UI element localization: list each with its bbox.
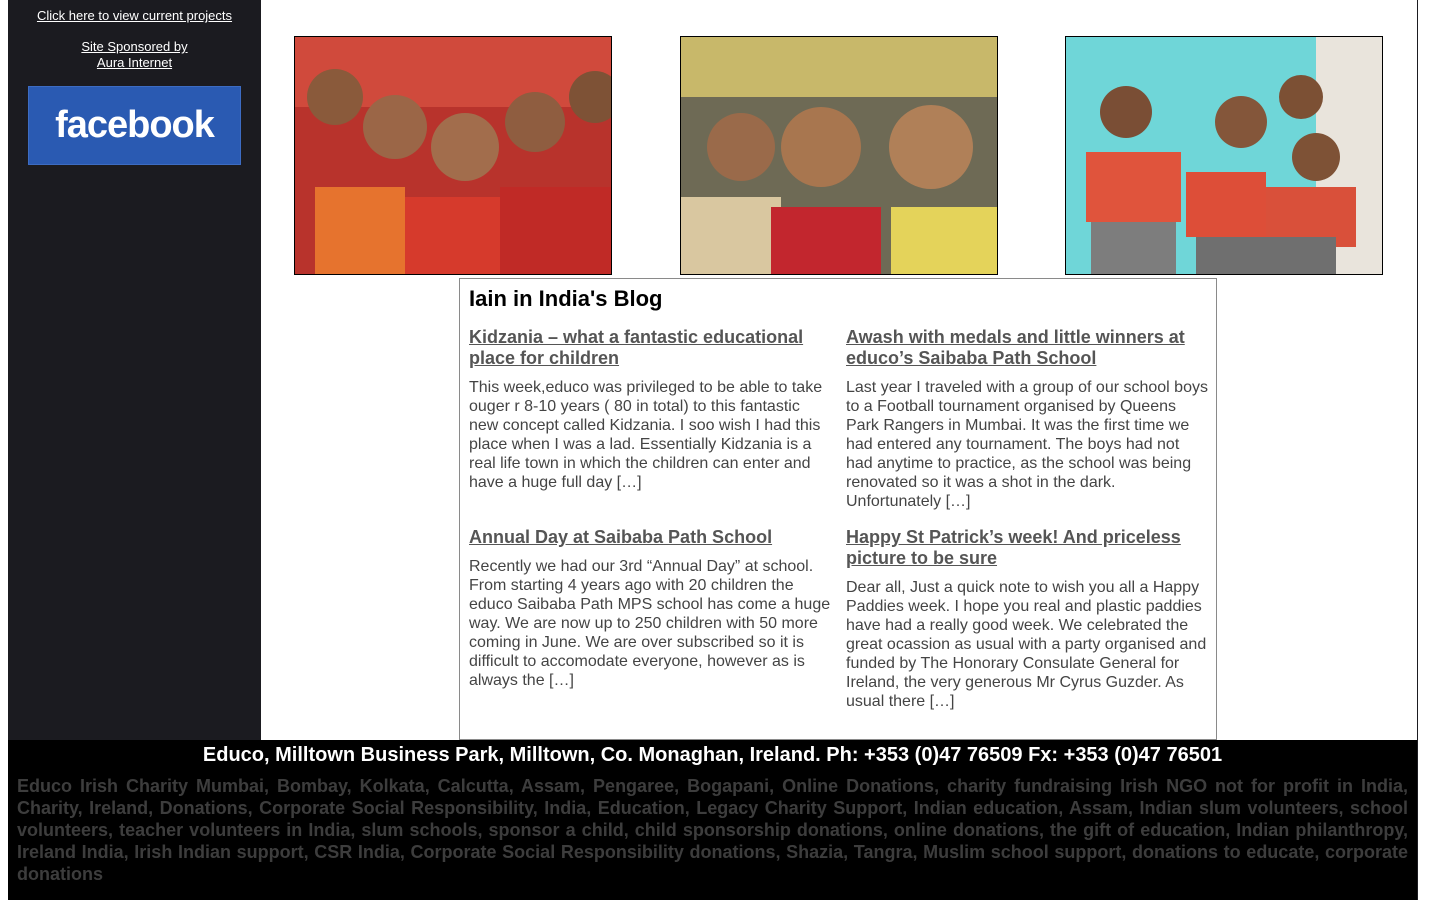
facebook-button[interactable] [28,86,241,165]
sidebar [8,0,261,740]
children-photo-1 [294,36,612,275]
children-photo-2 [680,36,998,275]
sponsor-link-line1[interactable]: Site Sponsored by [81,39,188,54]
blog-post-title-link[interactable]: Happy St Patrick’s week! And priceless picture to be sure [846,527,1181,568]
blog-post [846,327,1208,511]
projects-link-wrapper [8,7,261,25]
blog-post [469,327,831,492]
blog-post [846,527,1208,711]
blog-title: Iain in India's Blog [469,286,663,311]
facebook-logo-text: facebook [55,104,214,146]
blog-post-title-link[interactable]: Kidzania – what a fantastic educational place for children [469,327,804,368]
blog-post-excerpt: This week,educo was privileged to be able to take ouger r 8-10 years ( 80 in total) to this fantastic new concept called Kidzania. I soo wish I had this place when I was a lad. Essentially Kidzania is a real life town in which the children can enter and have a huge full day […] [469,379,823,491]
blog-post-excerpt: Last year I traveled with a group of our school boys to a Football tournament organised by Queens Park Rangers in Mumbai. It was the first time we had entered any tournament. The boys had not had anytime to practice, as the school was being renovated so it was a shot in the dark. Unfortunately […] [846,379,1208,510]
seo-keywords-text: Educo Irish Charity Mumbai, Bombay, Kolkata, Calcutta, Assam, Pengaree, Bogapani, Online Donations, charity fundraising Irish NGO not for profit in India, Charity, Ireland, Donations, Corporate Social Responsibility, India, Education, Legacy Charity Support, Indian education, Assam, Indian slum volunteers, school volunteers, teacher volunteers in India, slum schools, sponsor a child, child sponsorship donations, online donations, the gift of education, Indian philanthropy, Ireland India, Irish Indian support, CSR India, Corporate Social Responsibility donations, Shazia, Tangra, Muslim school support, donations to educate, corporate donations [17,776,1408,884]
sponsor-link-aura-internet[interactable]: Aura Internet [96,55,173,70]
children-photo-icon [1066,37,1383,275]
blog-post [469,527,831,690]
footer-address: Educo, Milltown Business Park, Milltown, Co. Monaghan, Ireland. Ph: +353 (0)47 76509 Fx: +353 (0)47 76501 [202,744,1223,766]
children-photo-3 [1065,36,1383,275]
footer [8,740,1417,900]
blog-post-excerpt: Recently we had our 3rd “Annual Day” at school. From starting 4 years ago with 20 children the educo Saibaba Path MPS school has come a huge way. We are now up to 250 children with 50 more coming in June. We are over subscribed so it is difficult to accomodate everyone, however as is always the […] [469,558,831,689]
children-photo-icon [681,37,998,275]
blog-panel [459,278,1217,740]
blog-post-title-link[interactable]: Annual Day at Saibaba Path School [469,527,773,547]
blog-post-title-link[interactable]: Awash with medals and little winners at educo’s Saibaba Path School [846,327,1185,368]
page-right-edge [1417,0,1430,900]
sponsor-block [8,39,261,71]
blog-post-excerpt: Dear all, Just a quick note to wish you all a Happy Paddies week. I hope you real and plastic paddies have had a really good week. We celebrated the great ocassion as usual with a party organised and funded by The Honorary Consulate General for Ireland, the very generous Mr Cyrus Guzder. As usual there […] [846,579,1207,710]
view-current-projects-link[interactable]: Click here to view current projects [36,8,233,23]
children-photo-icon [295,37,612,275]
